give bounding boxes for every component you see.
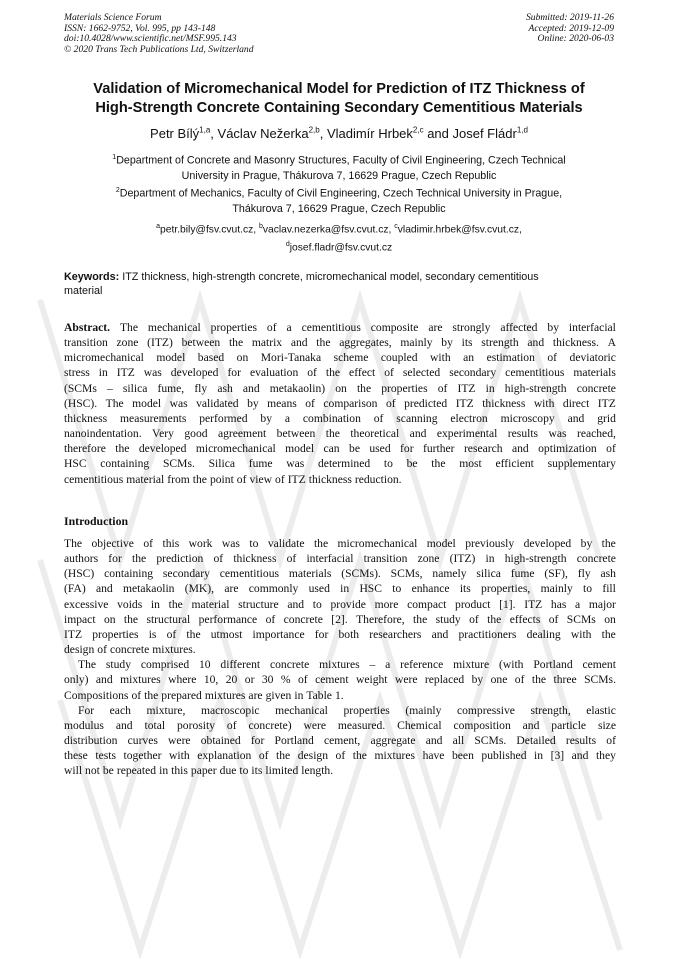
journal-info — [64, 13, 254, 55]
abstract — [64, 320, 616, 487]
abstract-line: micromechanical model based on Mori-Tanaka scheme coupled with an estimation of deviatoric — [64, 351, 616, 365]
paragraph-line: ITZ properties is of the utmost importance for both researchers and practitioners dealing with the — [64, 627, 616, 641]
submitted-date: Submitted: 2019-11-26 — [525, 12, 614, 23]
keywords-label: Keywords: — [64, 271, 120, 283]
journal-name: Materials Science Forum — [64, 12, 162, 23]
abstract-line: HSC containing SCMs. Silica fume was determined to be the most efficient supplementary — [64, 457, 616, 471]
abstract-line: (HSC). The model was validated by means of comparison of predicted ITZ thickness with direct ITZ — [64, 396, 616, 410]
paragraph-line: (FA) and metakaolin (MK), are commonly used in HSC to enhance its properties, mainly to fill — [64, 582, 616, 596]
abstract-line: stress in ITZ was developed for evaluation of the effect of selected secondary cementitious materials — [64, 366, 616, 380]
affiliation-2: $^2$Department of Mechanics, Faculty of Civil Engineering, Czech Technical University in Prague, Thákurova 7, 16629 Prague, Czech Republic — [115, 187, 563, 216]
online-date: Online: 2020-06-03 — [537, 33, 614, 45]
paragraph-line: only) and mixtures where 10, 20 or 30 % of cement weight were replaced by one of the three SCMs. — [64, 673, 616, 687]
affiliation-1: $^1$Department of Concrete and Masonry Structures, Faculty of Civil Engineering, Czech Technical University in Prague, Thákurova 7, 16629 Prague, Czech Republic — [112, 154, 566, 183]
abstract-line: (SCMs – silica fume, fly ash and metakaolin) on the properties of ITZ in high-strength concrete — [64, 381, 616, 395]
abstract-line: nanoindentation. Very good agreement between the theoretical and experimental results was reached, — [64, 427, 616, 441]
paper-title — [40, 80, 638, 118]
email-link[interactable]: josef.fladr@fsv.cvut.cz — [289, 242, 393, 254]
paragraph-line: excessive voids in the material structure and to provide more compact product [1]. ITZ has a major — [64, 597, 616, 611]
author: Josef Fládr$^{1,d}$ — [452, 126, 528, 142]
paragraph-line: The study comprised 10 different concrete mixtures – a reference mixture (with Portland cement — [78, 658, 616, 672]
abstract-line: therefore the developed micromechanical model can be used for further research and optimization of — [64, 442, 616, 456]
paragraph-line: Compositions of the prepared mixtures are given in Table 1. — [64, 688, 344, 702]
author-list — [40, 122, 638, 143]
introduction-heading: Introduction — [64, 514, 129, 528]
title-line: Validation of Micromechanical Model for Prediction of ITZ Thickness of — [93, 81, 585, 97]
paragraph-line: impact on the structural performance of concrete [2]. Therefore, the study of the effects of SCMs on — [64, 612, 616, 626]
paragraph-line: these tests together with explanation of the design of the mixtures have been published in [3] and they — [64, 749, 616, 763]
accepted-date: Accepted: 2019-12-09 — [528, 22, 614, 34]
abstract-label: Abstract. — [64, 321, 111, 334]
copyright-line: © 2020 Trans Tech Publications Ltd, Switzerland — [64, 43, 254, 55]
email-link[interactable]: vaclav.nezerka@fsv.cvut.cz, — [262, 224, 395, 236]
paragraph-line: authors for the prediction of thickness of interfacial transition zone (ITZ) in high-strength concrete — [64, 552, 616, 566]
author: Václav Nežerka$^{2,b}$, — [217, 126, 327, 142]
paragraph-line: The objective of this work was to validate the micromechanical model previously developed by the — [64, 537, 616, 550]
email-link[interactable]: vladimir.hrbek@fsv.cvut.cz, — [397, 224, 522, 236]
paragraph-line: distribution curves were obtained for Portland cement, aggregate and all SCMs. Detailed results of — [64, 734, 616, 748]
abstract-line: transition zone (ITZ) between the matrix and the aggregates, mainly by its strength and thickness. A — [64, 336, 616, 350]
doi-line: doi:10.4028/www.scientific.net/MSF.995.143 — [64, 33, 237, 45]
paragraph-line: design of concrete mixtures. — [64, 643, 196, 657]
title-line: High-Strength Concrete Containing Secondary Cementitious Materials — [95, 100, 583, 116]
dates-info — [526, 13, 614, 45]
author: Petr Bílý$^{1,a}$, — [150, 126, 218, 142]
keywords: Keywords: ITZ thickness, high-strength concrete, micromechanical model, secondary cementitious material — [64, 271, 539, 298]
introduction-body — [64, 536, 616, 779]
paragraph-line: (HSC) containing secondary cementitious materials (SCMs). SCMs, namely silica fume (SF), fly ash — [64, 567, 616, 581]
issn-line: ISSN: 1662-9752, Vol. 995, pp 143-148 — [64, 22, 216, 34]
abstract-line: thickness measurements performed by a combination of scanning electron microscopy and grid — [64, 411, 616, 425]
paragraph-line: will not be repeated in this paper due to its limited length. — [64, 764, 334, 778]
email-link[interactable]: petr.bily@fsv.cvut.cz, — [160, 224, 259, 236]
paragraph-line: For each mixture, macroscopic mechanical properties (mainly compressive strength, elastic — [78, 703, 616, 717]
abstract-line: cementitious material from the point of view of ITZ thickness reduction. — [64, 472, 402, 486]
author-emails: $^a$petr.bily@fsv.cvut.cz, $^b$vaclav.nezerka@fsv.cvut.cz, $^c$vladimir.hrbek@fsv.cvut.cz, $^d$josef.fladr@fsv.cvut.cz — [156, 223, 522, 254]
author: Vladimír Hrbek$^{2,c}$ and — [326, 126, 453, 142]
paragraph-line: modulus and total porosity of concrete) were measured. Chemical composition and particle size — [64, 718, 616, 732]
abstract-first-line: Abstract. The mechanical properties of a cementitious composite are strongly affected by interfacial — [64, 321, 616, 334]
